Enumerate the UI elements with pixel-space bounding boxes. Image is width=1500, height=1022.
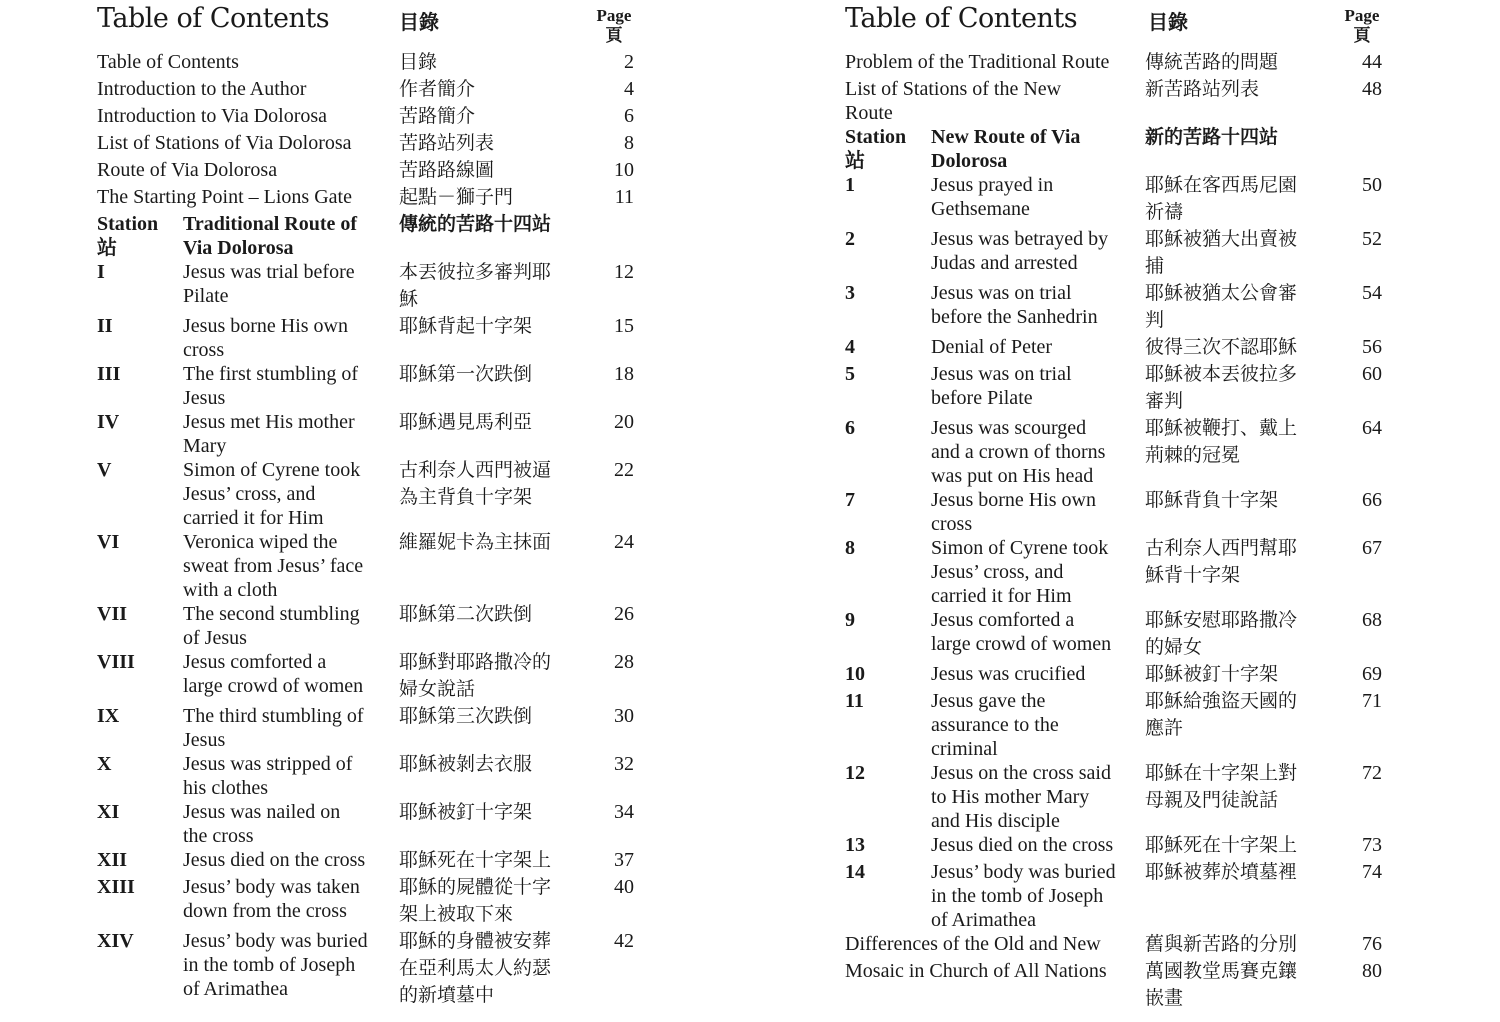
station-title-zh: 耶穌第三次跌倒 — [399, 705, 533, 727]
station-number: VII — [97, 603, 128, 625]
station-title: Jesus was betrayed by Judas and arrested — [931, 228, 1109, 274]
left-toc-list — [97, 50, 697, 1010]
station-title-zh: 耶穌被剝去衣服 — [399, 753, 533, 775]
station-page: 50 — [1362, 174, 1382, 196]
entry-title-zh: 作者簡介 — [399, 78, 476, 100]
toc-row — [97, 929, 697, 1010]
entry-title: The Starting Point – Lions Gate — [97, 186, 352, 208]
station-number: XI — [97, 801, 120, 823]
station-title-zh: 耶穌遇見馬利亞 — [399, 411, 533, 433]
toc-row — [97, 410, 697, 458]
station-number: 5 — [845, 363, 855, 385]
station-number: VI — [97, 531, 120, 553]
toc-row — [845, 608, 1445, 662]
page-header-en: Page — [596, 6, 632, 25]
toc-row — [845, 416, 1445, 488]
entry-page: 10 — [614, 159, 634, 181]
station-number: 10 — [845, 663, 865, 685]
station-page: 66 — [1362, 489, 1382, 511]
station-title-zh: 耶穌被猶太公會審 判 — [1145, 282, 1298, 331]
station-title-zh: 耶穌背起十字架 — [399, 315, 533, 337]
section-header-row — [845, 125, 1445, 173]
station-number: III — [97, 363, 121, 385]
entry-title: Route of Via Dolorosa — [97, 159, 278, 181]
station-title-zh: 耶穌給強盜天國的 應許 — [1145, 690, 1298, 739]
entry-page: 2 — [624, 51, 634, 73]
toc-row — [845, 932, 1445, 959]
page-header-en: Page — [1344, 6, 1380, 25]
station-title-zh: 耶穌第一次跌倒 — [399, 363, 533, 385]
toc-row — [845, 860, 1445, 932]
station-page: 71 — [1362, 690, 1382, 712]
entry-title-zh: 苦路路線圖 — [399, 159, 495, 181]
station-title-zh: 耶穌被鞭打、戴上 荊棘的冠冕 — [1145, 417, 1298, 466]
station-title-zh: 古利奈人西門被逼 為主背負十字架 — [399, 459, 552, 508]
toc-row — [97, 77, 697, 104]
entry-page: 6 — [624, 105, 634, 127]
toc-row — [97, 131, 697, 158]
station-title: Jesus comforted a large crowd of women — [931, 609, 1112, 655]
station-title-zh: 耶穌被葬於墳墓裡 — [1145, 861, 1298, 883]
station-number: X — [97, 753, 112, 775]
toc-row — [97, 314, 697, 362]
station-title: Jesus was scourged and a crown of thorns was put on His head — [931, 417, 1106, 487]
station-title: Jesus was trial before Pilate — [183, 261, 355, 307]
entry-title-zh: 舊與新苦路的分別 — [1145, 933, 1298, 955]
toc-row — [97, 650, 697, 704]
station-page: 12 — [614, 261, 634, 283]
toc-row — [97, 530, 697, 602]
entry-page: 80 — [1362, 960, 1382, 982]
toc-row — [845, 77, 1445, 125]
station-page: 72 — [1362, 762, 1382, 784]
station-title: The second stumbling of Jesus — [183, 603, 360, 649]
station-page: 64 — [1362, 417, 1382, 439]
station-title: Simon of Cyrene took Jesus’ cross, and carried it for Him — [183, 459, 361, 529]
toc-row — [97, 104, 697, 131]
station-title-zh: 耶穌被猶大出賣被 捕 — [1145, 228, 1298, 277]
station-title-zh: 耶穌的身體被安葬 在亞利馬太人約瑟 的新墳墓中 — [399, 930, 552, 1006]
toc-row — [845, 761, 1445, 833]
station-page: 74 — [1362, 861, 1382, 883]
toc-row — [97, 875, 697, 929]
left-page — [97, 0, 697, 1022]
station-title: Simon of Cyrene took Jesus’ cross, and carried it for Him — [931, 537, 1109, 607]
section-header-row — [97, 212, 697, 260]
toc-title: Table of Contents — [845, 3, 1078, 34]
toc-row — [97, 50, 697, 77]
station-page: 42 — [614, 930, 634, 952]
station-page: 40 — [614, 876, 634, 898]
station-number: 8 — [845, 537, 855, 559]
station-title: Jesus was crucified — [931, 663, 1086, 685]
entry-title-zh: 苦路簡介 — [399, 105, 476, 127]
entry-page: 4 — [624, 78, 634, 100]
station-title-zh: 耶穌被本丟彼拉多 審判 — [1145, 363, 1298, 412]
right-page — [845, 0, 1445, 1022]
entry-title-zh: 新苦路站列表 — [1145, 78, 1260, 100]
station-title: Jesus borne His own cross — [183, 315, 348, 361]
station-number: 6 — [845, 417, 855, 439]
station-page: 15 — [614, 315, 634, 337]
station-page: 18 — [614, 363, 634, 385]
station-page: 28 — [614, 651, 634, 673]
entry-page: 48 — [1362, 78, 1382, 100]
toc-row — [845, 50, 1445, 77]
station-number: XII — [97, 849, 128, 871]
toc-row — [845, 281, 1445, 335]
station-page: 69 — [1362, 663, 1382, 685]
station-title-zh: 耶穌對耶路撒冷的 婦女說話 — [399, 651, 552, 700]
station-title-zh: 耶穌在客西馬尼園 祈禱 — [1145, 174, 1298, 223]
entry-title-zh: 苦路站列表 — [399, 132, 495, 154]
station-number: 4 — [845, 336, 855, 358]
page-column-header — [591, 6, 637, 46]
route-column-header-zh: 新的苦路十四站 — [1145, 126, 1279, 148]
toc-row — [845, 173, 1445, 227]
station-title: Jesus on the cross said to His mother Mary and His disciple — [931, 762, 1111, 832]
station-title-zh: 耶穌的屍體從十字 架上被取下來 — [399, 876, 552, 925]
station-title: Jesus gave the assurance to the criminal — [931, 690, 1059, 760]
route-column-header-zh: 傳統的苦路十四站 — [399, 213, 552, 235]
station-number: 13 — [845, 834, 865, 856]
toc-row — [97, 800, 697, 848]
station-title: Jesus died on the cross — [931, 834, 1114, 856]
toc-row — [845, 362, 1445, 416]
station-title-zh: 耶穌第二次跌倒 — [399, 603, 533, 625]
toc-row — [97, 752, 697, 800]
station-title: Jesus’ body was buried in the tomb of Joseph of Arimathea — [183, 930, 368, 1000]
route-column-header: Traditional Route of Via Dolorosa — [183, 213, 358, 259]
station-title-zh: 耶穌死在十字架上 — [1145, 834, 1298, 856]
station-title-zh: 耶穌死在十字架上 — [399, 849, 552, 871]
station-page: 52 — [1362, 228, 1382, 250]
station-number: 12 — [845, 762, 865, 784]
station-number: IX — [97, 705, 120, 727]
toc-row — [845, 335, 1445, 362]
station-title-zh: 耶穌被釘十字架 — [399, 801, 533, 823]
toc-title: Table of Contents — [97, 3, 330, 34]
station-title-zh: 彼得三次不認耶穌 — [1145, 336, 1298, 358]
station-number: V — [97, 459, 112, 481]
station-number: I — [97, 261, 105, 283]
entry-title-zh: 目錄 — [399, 51, 438, 73]
toc-title-zh: 目錄 — [1148, 10, 1188, 34]
station-page: 22 — [614, 459, 634, 481]
station-number: IV — [97, 411, 120, 433]
station-title: Jesus’ body was taken down from the cross — [183, 876, 360, 922]
station-page: 37 — [614, 849, 634, 871]
station-title-zh: 耶穌在十字架上對 母親及門徒說話 — [1145, 762, 1298, 811]
toc-row — [845, 662, 1445, 689]
toc-row — [97, 602, 697, 650]
station-title: Jesus comforted a large crowd of women — [183, 651, 364, 697]
station-column-header: Station 站 — [845, 126, 907, 172]
station-title: Jesus was stripped of his clothes — [183, 753, 353, 799]
station-number: XIV — [97, 930, 134, 952]
station-title: Jesus was on trial before Pilate — [931, 363, 1072, 409]
station-page: 30 — [614, 705, 634, 727]
toc-row — [97, 158, 697, 185]
toc-row — [845, 833, 1445, 860]
entry-title: Introduction to Via Dolorosa — [97, 105, 328, 127]
toc-row — [845, 227, 1445, 281]
station-title-zh: 本丟彼拉多審判耶 穌 — [399, 261, 552, 310]
station-number: XIII — [97, 876, 135, 898]
page-header-zh: 頁 — [1353, 26, 1371, 45]
station-title: Veronica wiped the sweat from Jesus’ face with a cloth — [183, 531, 364, 601]
station-title: Jesus was on trial before the Sanhedrin — [931, 282, 1098, 328]
station-number: 11 — [845, 690, 864, 712]
station-title: Jesus’ body was buried in the tomb of Joseph of Arimathea — [931, 861, 1116, 931]
station-page: 34 — [614, 801, 634, 823]
station-column-header: Station 站 — [97, 213, 159, 259]
entry-title: Table of Contents — [97, 51, 239, 73]
entry-title: Differences of the Old and New — [845, 933, 1101, 955]
entry-title-zh: 傳統苦路的問題 — [1145, 51, 1279, 73]
station-title: The third stumbling of Jesus — [183, 705, 364, 751]
station-page: 73 — [1362, 834, 1382, 856]
entry-title: Problem of the Traditional Route — [845, 51, 1110, 73]
station-title-zh: 維羅妮卡為主抹面 — [399, 531, 552, 553]
station-number: VIII — [97, 651, 135, 673]
station-title: Jesus was nailed on the cross — [183, 801, 341, 847]
station-title-zh: 耶穌被釘十字架 — [1145, 663, 1279, 685]
toc-row — [845, 536, 1445, 608]
station-title-zh: 古利奈人西門幫耶 穌背十字架 — [1145, 537, 1298, 586]
station-page: 54 — [1362, 282, 1382, 304]
station-number: 1 — [845, 174, 855, 196]
page-column-header — [1337, 6, 1387, 46]
station-title-zh: 耶穌安慰耶路撒冷 的婦女 — [1145, 609, 1298, 658]
station-title: The first stumbling of Jesus — [183, 363, 358, 409]
entry-title-zh: 萬國教堂馬賽克鑲 嵌畫 — [1145, 960, 1298, 1009]
right-toc-list — [845, 50, 1445, 1013]
entry-page: 76 — [1362, 933, 1382, 955]
entry-page: 8 — [624, 132, 634, 154]
station-number: II — [97, 315, 113, 337]
toc-row — [97, 362, 697, 410]
station-page: 32 — [614, 753, 634, 775]
station-number: 2 — [845, 228, 855, 250]
station-title-zh: 耶穌背負十字架 — [1145, 489, 1279, 511]
station-page: 24 — [614, 531, 634, 553]
entry-title: Introduction to the Author — [97, 78, 307, 100]
station-page: 26 — [614, 603, 634, 625]
station-page: 20 — [614, 411, 634, 433]
entry-title-zh: 起點－獅子門 — [399, 186, 514, 208]
entry-title: List of Stations of Via Dolorosa — [97, 132, 352, 154]
station-number: 7 — [845, 489, 855, 511]
station-number: 9 — [845, 609, 855, 631]
entry-page: 44 — [1362, 51, 1382, 73]
toc-row — [97, 185, 697, 212]
toc-row — [97, 704, 697, 752]
station-page: 67 — [1362, 537, 1382, 559]
toc-row — [845, 959, 1445, 1013]
route-column-header: New Route of Via Dolorosa — [931, 126, 1081, 172]
toc-row — [845, 689, 1445, 761]
entry-title: List of Stations of the New Route — [845, 78, 1062, 124]
station-title: Jesus met His mother Mary — [183, 411, 355, 457]
station-number: 14 — [845, 861, 865, 883]
station-title: Denial of Peter — [931, 336, 1053, 358]
station-page: 56 — [1362, 336, 1382, 358]
entry-page: 11 — [614, 186, 634, 208]
toc-row — [845, 488, 1445, 536]
toc-row — [97, 260, 697, 314]
station-page: 60 — [1362, 363, 1382, 385]
entry-title: Mosaic in Church of All Nations — [845, 960, 1107, 982]
page-header-zh: 頁 — [605, 26, 623, 45]
station-title: Jesus died on the cross — [183, 849, 366, 871]
station-page: 68 — [1362, 609, 1382, 631]
station-number: 3 — [845, 282, 855, 304]
toc-row — [97, 848, 697, 875]
toc-title-zh: 目錄 — [399, 10, 439, 34]
station-title: Jesus prayed in Gethsemane — [931, 174, 1054, 220]
station-title: Jesus borne His own cross — [931, 489, 1096, 535]
toc-row — [97, 458, 697, 530]
